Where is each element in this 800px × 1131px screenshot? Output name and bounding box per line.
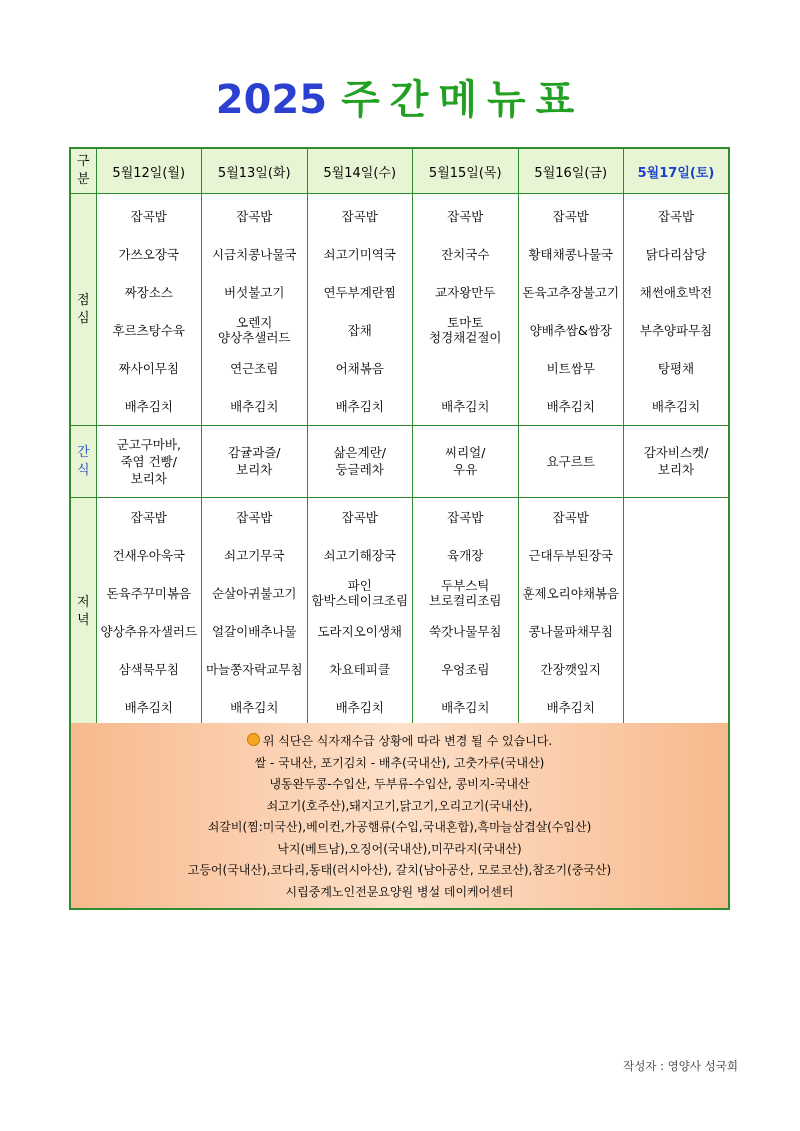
menu-item: 배추김치 [124,699,173,715]
note-line: 시립중계노인전문요양원 병설 데이케어센터 [285,884,514,899]
menu-item: 잡곡밥 [236,208,273,224]
day-header-sat: 5월17일(토) [624,148,730,194]
menu-item: 가쓰오장국 [118,246,179,262]
menu-item: 연근조림 [230,360,279,376]
snack-item: 씨리얼/ 우유 [445,445,486,477]
lunch-cell [307,194,413,426]
snack-item: 군고구마바, 죽염 건빵/ 보리차 [116,436,181,486]
note-line: 냉동완두콩-수입산, 두부류-수입산, 콩비지-국내산 [269,777,530,791]
menu-item: 잡곡밥 [447,509,484,525]
menu-item: 비트쌈무 [546,360,595,376]
header-row [70,148,729,194]
snack-cell [202,426,308,498]
menu-item: 양상추유자샐러드 [100,623,198,639]
day-header-tue: 5월13일(화) [202,148,308,194]
lunch-row [70,194,729,426]
menu-item: 우엉조림 [441,661,490,677]
menu-item: 삼색묵무침 [118,661,179,677]
menu-item: 잡곡밥 [236,509,273,525]
menu-item: 잡곡밥 [130,208,167,224]
dinner-cell [202,498,308,728]
menu-item: 탕평채 [657,360,695,376]
snack-item: 삶은계란/ 둥글레차 [333,445,386,477]
menu-item: 차요테피클 [329,661,390,677]
menu-item: 쇠고기무국 [224,547,285,563]
lunch-cell [413,194,519,426]
snack-cell [96,426,202,498]
menu-item: 잡채 [347,322,372,338]
menu-item: 근대두부된장국 [528,547,614,563]
menu-item: 배추김치 [546,398,595,414]
menu-item: 황태채콩나물국 [528,246,614,262]
snack-item: 감자비스켓/ 보리차 [643,445,709,477]
author-credit: 작성자 : 영양사 성국희 [623,1059,738,1073]
menu-item: 배추김치 [335,699,384,715]
weekly-menu-table [69,147,730,728]
dinner-cell [624,498,730,728]
menu-item: 건새우아욱국 [112,547,185,563]
menu-item: 쑥갓나물무침 [429,623,502,639]
menu-item: 버섯불고기 [224,284,285,300]
menu-item: 콩나물파채무침 [528,623,614,639]
menu-item: 훈제오리야채볶음 [522,585,620,601]
menu-item: 잡곡밥 [552,208,589,224]
menu-item: 짜사이무침 [118,360,179,376]
dinner-row [70,498,729,728]
menu-item: 연두부계란찜 [323,284,396,300]
snack-cell [307,426,413,498]
menu-item: 순살아귀불고기 [211,585,297,601]
note-line: 쇠갈비(찜:미국산),베이컨,가공햄류(수입,국내혼합),흑마늘삼겹살(수입산) [207,820,592,834]
menu-item: 채썬애호박전 [639,284,713,300]
title-word: 주간메뉴표 [341,77,585,123]
menu-item: 얼갈이배추나물 [211,623,297,639]
menu-item: 두부스틱 브로컬리조림 [429,578,502,608]
menu-item: 도라지오이생채 [317,623,403,639]
menu-item: 쇠고기미역국 [323,246,396,262]
snack-item: 감귤과즐/ 보리차 [227,445,281,477]
dinner-cell [96,498,202,728]
day-header-mon: 5월12일(월) [96,148,202,194]
dinner-cell [307,498,413,728]
menu-item: 돈육주꾸미볶음 [106,585,192,601]
note-line: 쌀 - 국내산, 포기김치 - 배추(국내산), 고춧가루(국내산) [254,755,545,770]
menu-item: 돈육고추장불고기 [522,284,620,300]
menu-item: 배추김치 [441,398,490,414]
menu-item: 오렌지 양상추샐러드 [218,315,291,345]
title-year: 2025 [215,77,328,123]
menu-item: 파인 함박스테이크조림 [311,578,409,608]
menu-item: 배추김치 [230,699,279,715]
menu-item: 마늘쫑자락교무침 [205,661,303,677]
page-title [0,76,800,124]
note-line: 쇠고기(호주산),돼지고기,닭고기,오리고기(국내산), [266,798,533,813]
day-header-fri: 5월16일(금) [518,148,624,194]
menu-item: 잡곡밥 [552,509,589,525]
menu-item: 짜장소스 [124,284,173,300]
menu-item: 배추김치 [651,398,701,414]
menu-item: 후르츠탕수육 [112,322,185,338]
menu-item: 부추양파무침 [639,322,713,338]
dinner-cell [518,498,624,728]
menu-item [413,349,518,387]
menu-item: 교자왕만두 [435,284,496,300]
lunch-cell [518,194,624,426]
menu-item: 쇠고기해장국 [323,547,396,563]
lunch-cell [202,194,308,426]
menu-item: 배추김치 [230,398,279,414]
snack-cell [518,426,624,498]
menu-item: 배추김치 [441,699,490,715]
note-line: 고등어(국내산),코다리,동태(러시아산), 갈치(남아공산, 모로코산),참조기(중국산) [187,863,612,877]
menu-item: 배추김치 [124,398,173,414]
lunch-cell [96,194,202,426]
menu-item: 시금치콩나물국 [211,246,297,262]
notes-box [69,723,730,910]
menu-item: 잡곡밥 [447,208,484,224]
snack-cell [413,426,519,498]
note-line: 낙지(베트남),오징어(국내산),미꾸라지(국내산) [277,841,522,856]
menu-item: 잡곡밥 [657,208,695,224]
menu-item: 닭다리삼당 [645,246,707,262]
dinner-cell [413,498,519,728]
menu-item: 배추김치 [546,699,595,715]
snack-cell [624,426,730,498]
menu-item: 잡곡밥 [341,208,378,224]
menu-item: 어채볶음 [335,360,384,376]
menu-item: 양배추쌈&쌈장 [529,322,612,338]
day-header-thu: 5월15일(목) [413,148,519,194]
lunch-cell [624,194,730,426]
category-header: 구 분 [70,148,96,194]
menu-item: 간장깻잎지 [540,661,601,677]
menu-item: 배추김치 [335,398,384,414]
smiley-icon [247,733,260,746]
menu-item: 잔치국수 [441,246,490,262]
menu-item: 육개장 [447,547,484,563]
menu-item: 잡곡밥 [341,509,378,525]
day-header-wed: 5월14일(수) [307,148,413,194]
menu-item: 잡곡밥 [130,509,167,525]
snack-label: 간 식 [70,426,96,498]
menu-item: 토마토 청경채겉절이 [429,315,502,345]
note-line: 위 식단은 식자재수급 상황에 따라 변경 될 수 있습니다. [71,731,728,753]
lunch-label: 점 심 [70,194,96,426]
snack-row [70,426,729,498]
snack-item: 요구르트 [546,453,595,469]
dinner-label: 저 녁 [70,498,96,728]
